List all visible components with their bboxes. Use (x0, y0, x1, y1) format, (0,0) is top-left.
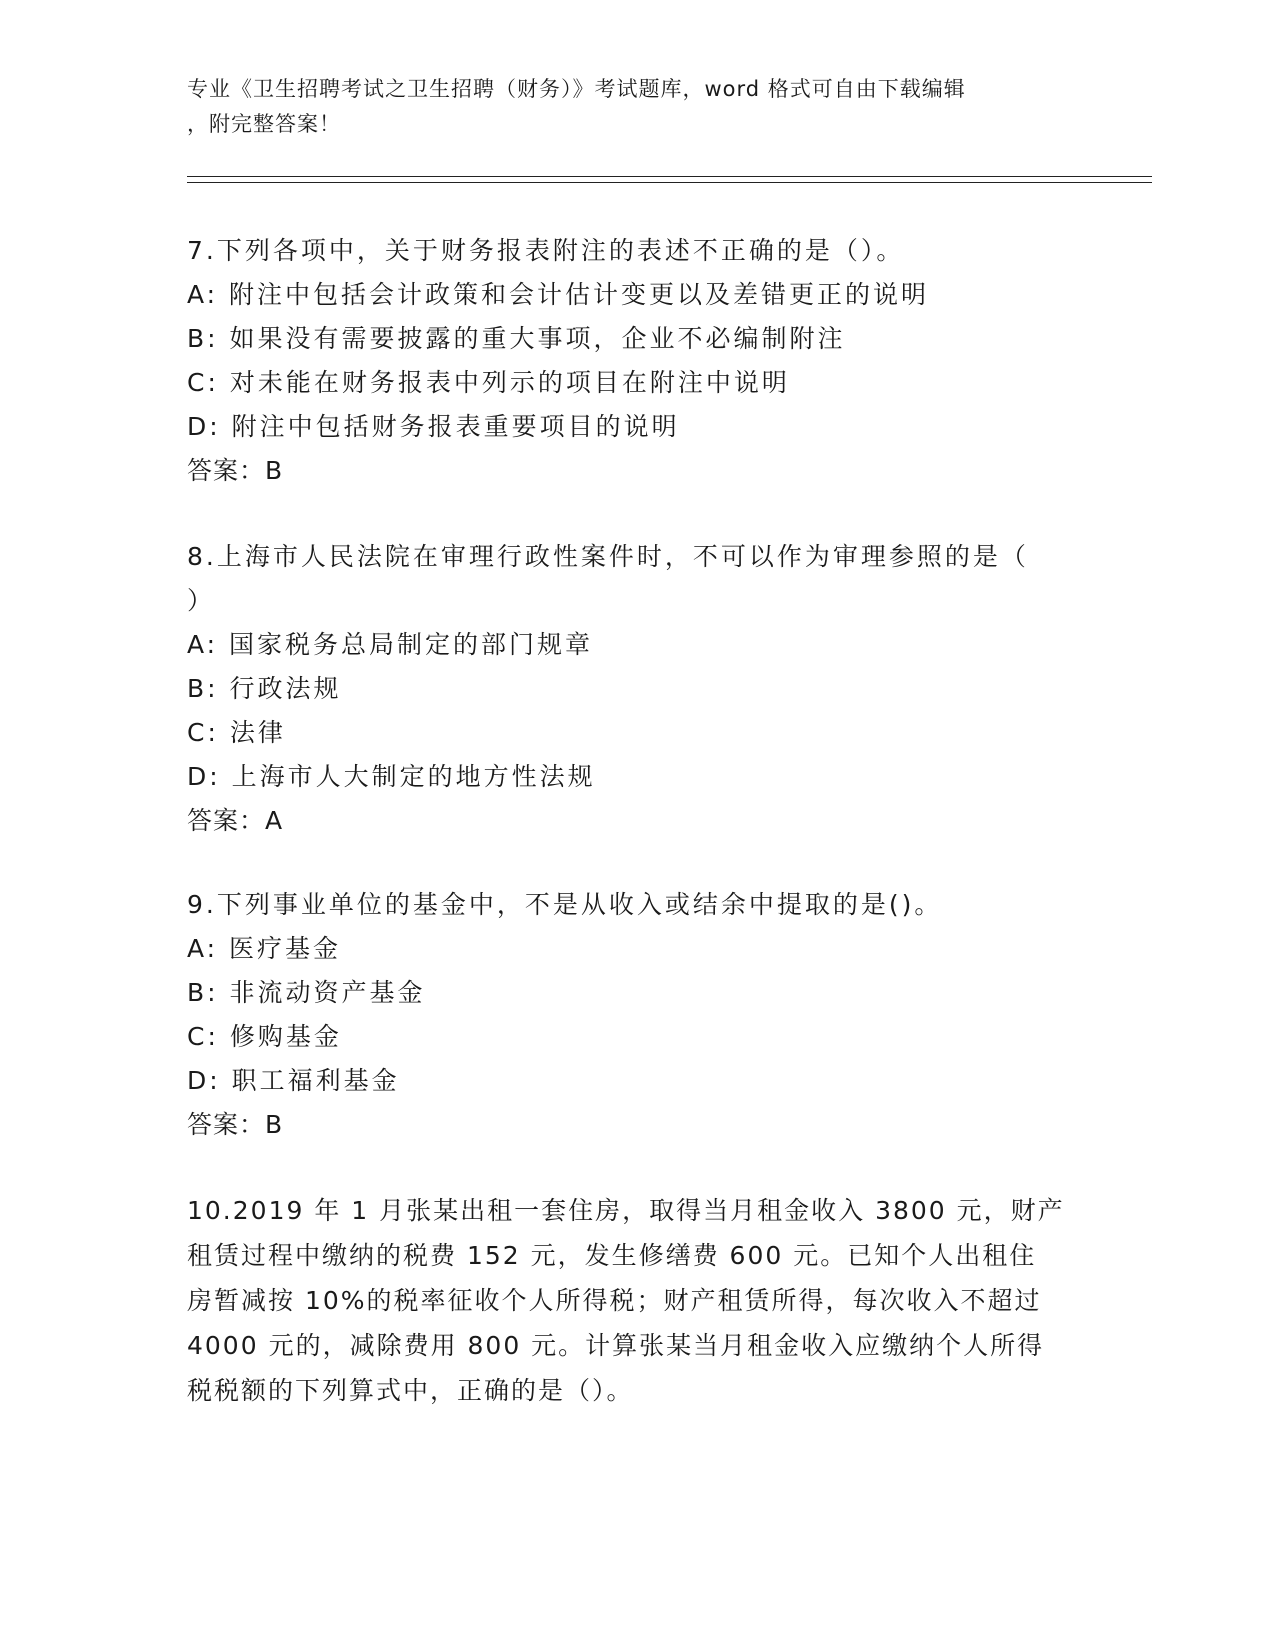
question-7-option-a: A: 附注中包括会计政策和会计估计变更以及差错更正的说明 (187, 280, 930, 309)
question-7-answer: 答案：B (187, 456, 284, 485)
question-8-option-a: A: 国家税务总局制定的部门规章 (187, 630, 594, 659)
question-7-stem: 7.下列各项中，关于财务报表附注的表述不正确的是（）。 (187, 236, 905, 265)
question-9-answer: 答案：B (187, 1110, 284, 1139)
question-8-stem-line-2: ） (187, 586, 216, 615)
question-10-stem-line-1: 10.2019 年 1 月张某出租一套住房，取得当月租金收入 3800 元，财产 (187, 1196, 1065, 1225)
question-8-option-b: B: 行政法规 (187, 674, 342, 703)
question-7-option-c: C: 对未能在财务报表中列示的项目在附注中说明 (187, 368, 790, 397)
question-10-stem-line-2: 租赁过程中缴纳的税费 152 元，发生修缮费 600 元。已知个人出租住 (187, 1241, 1037, 1270)
header-divider-bottom (187, 182, 1152, 183)
question-8-option-c: C: 法律 (187, 718, 286, 747)
question-9-option-c: C: 修购基金 (187, 1022, 342, 1051)
question-10-stem-line-5: 税税额的下列算式中，正确的是（）。 (187, 1376, 634, 1405)
question-8-stem-line-1: 8.上海市人民法院在审理行政性案件时，不可以作为审理参照的是（ (187, 542, 1029, 571)
question-10-stem-line-3: 房暂减按 10%的税率征收个人所得税；财产租赁所得，每次收入不超过 (187, 1286, 1042, 1315)
header-title-line-1: 专业《卫生招聘考试之卫生招聘（财务）》考试题库，word 格式可自由下载编辑 (187, 77, 966, 101)
question-10-stem-line-4: 4000 元的，减除费用 800 元。计算张某当月租金收入应缴纳个人所得 (187, 1331, 1045, 1360)
question-9-option-b: B: 非流动资产基金 (187, 978, 426, 1007)
question-8-option-d: D: 上海市人大制定的地方性法规 (187, 762, 596, 791)
header-divider-top (187, 176, 1152, 177)
question-9-stem: 9.下列事业单位的基金中，不是从收入或结余中提取的是()。 (187, 890, 943, 919)
question-9-option-d: D: 职工福利基金 (187, 1066, 400, 1095)
header-title-line-2: ，附完整答案！ (187, 112, 341, 136)
question-7-option-d: D: 附注中包括财务报表重要项目的说明 (187, 412, 680, 441)
document-header (187, 72, 1087, 142)
question-7-option-b: B: 如果没有需要披露的重大事项，企业不必编制附注 (187, 324, 846, 353)
question-8-answer: 答案：A (187, 806, 284, 835)
question-9-option-a: A: 医疗基金 (187, 934, 342, 963)
